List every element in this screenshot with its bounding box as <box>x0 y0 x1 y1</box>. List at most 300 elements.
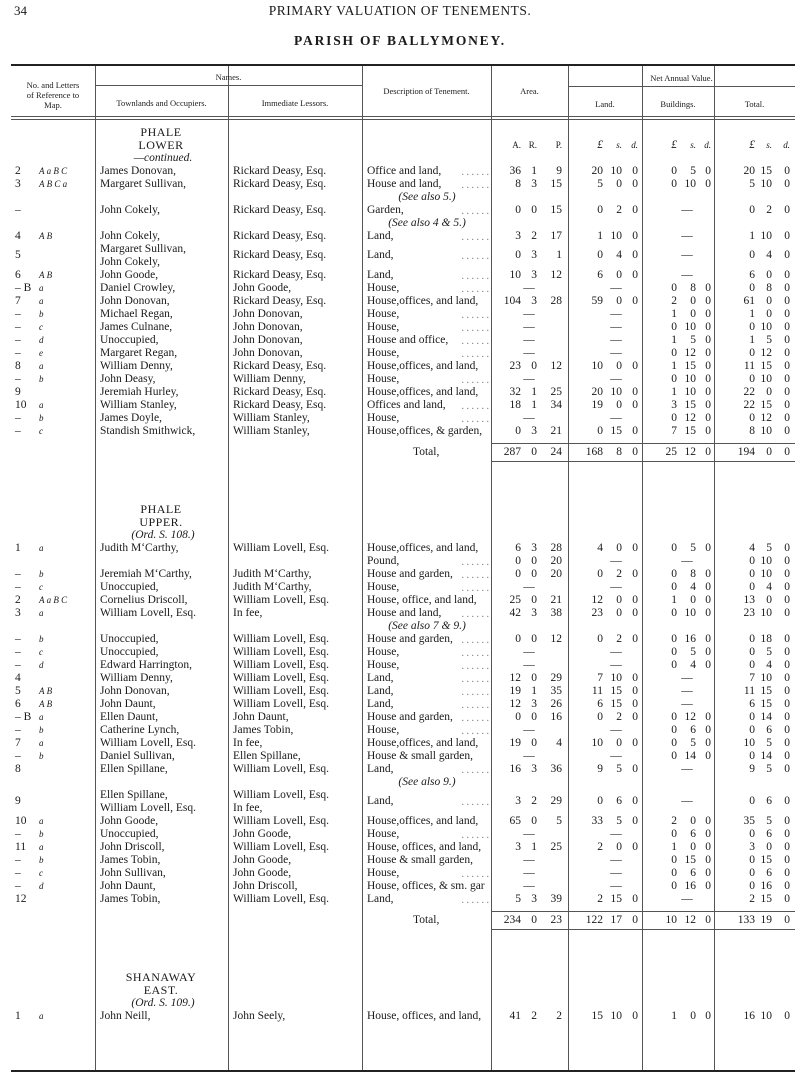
value-td: 0 <box>784 763 790 775</box>
ref-number: – <box>15 659 21 671</box>
ref-number: – <box>15 321 21 333</box>
value-ls: 0 <box>616 399 622 411</box>
ref-number: 4 <box>15 672 21 684</box>
value-td: 0 <box>784 282 790 294</box>
ref-number: 8 <box>15 360 21 372</box>
total-ld: 0 <box>632 446 638 458</box>
tenement-description: Land, <box>367 672 394 684</box>
value-A: 104 <box>503 295 521 307</box>
value-td: 0 <box>784 230 790 242</box>
lessor: Rickard Deasy, Esq. <box>233 386 327 398</box>
unit-pounds: £ <box>671 139 677 151</box>
leader-dots: . . . . . . <box>461 251 489 262</box>
dash: — <box>681 698 693 710</box>
value-ls: 2 <box>616 633 622 645</box>
value-ts: 10 <box>760 555 772 567</box>
lessor: William Lovell, Esq. <box>233 789 329 801</box>
value-tL: 0 <box>749 724 755 736</box>
value-bd: 0 <box>705 867 711 879</box>
see-also-note: (See also 5.) <box>398 191 456 203</box>
value-bd: 0 <box>705 1010 711 1022</box>
dash: — <box>523 412 535 424</box>
value-ls: 10 <box>610 672 622 684</box>
leader-dots: . . . . . . <box>461 674 489 685</box>
occupier: Judith M‘Carthy, <box>100 542 179 554</box>
dash: — <box>610 880 622 892</box>
lessor: Rickard Deasy, Esq. <box>233 230 327 242</box>
ref-number: – <box>15 568 21 580</box>
ref-number: – <box>15 880 21 892</box>
value-tL: 0 <box>749 555 755 567</box>
dash: — <box>523 321 535 333</box>
ref-letters: a <box>39 608 44 618</box>
value-td: 0 <box>784 581 790 593</box>
occupier: William Lovell, Esq. <box>100 802 196 814</box>
lessor: Ellen Spillane, <box>233 750 301 762</box>
ref-number: – <box>15 334 21 346</box>
value-ts: 0 <box>766 295 772 307</box>
ref-number: – <box>15 750 21 762</box>
value-bs: 0 <box>690 594 696 606</box>
value-tL: 20 <box>743 165 755 177</box>
value-bs: 5 <box>690 334 696 346</box>
value-bs: 6 <box>690 867 696 879</box>
lessor: William Lovell, Esq. <box>233 542 329 554</box>
lessor: Judith M‘Carthy, <box>233 568 312 580</box>
total-bd: 0 <box>705 914 711 926</box>
tenement-description: Land, <box>367 795 394 807</box>
value-bL: 2 <box>671 295 677 307</box>
value-tL: 8 <box>749 425 755 437</box>
lessor: Rickard Deasy, Esq. <box>233 178 327 190</box>
value-ts: 0 <box>766 594 772 606</box>
value-tL: 0 <box>749 795 755 807</box>
ref-letters: b <box>39 751 44 761</box>
lessor: William Lovell, Esq. <box>233 672 329 684</box>
ref-number: 6 <box>15 269 21 281</box>
value-R: 0 <box>531 815 537 827</box>
leader-dots: . . . . . . <box>461 570 489 581</box>
value-bL: 1 <box>671 334 677 346</box>
total-P: 23 <box>550 914 562 926</box>
value-lL: 20 <box>591 386 603 398</box>
value-td: 0 <box>784 568 790 580</box>
occupier: Catherine Lynch, <box>100 724 180 736</box>
value-bd: 0 <box>705 711 711 723</box>
tenement-description: Land, <box>367 685 394 697</box>
value-tL: 7 <box>749 672 755 684</box>
ref-letters: a <box>39 543 44 553</box>
townland-heading: EAST. <box>143 983 179 997</box>
value-ls: 10 <box>610 165 622 177</box>
value-lL: 0 <box>597 249 603 261</box>
value-td: 0 <box>784 249 790 261</box>
value-A: 6 <box>515 542 521 554</box>
leader-dots: . . . . . . <box>461 609 489 620</box>
ref-number: – <box>15 308 21 320</box>
value-lL: 4 <box>597 542 603 554</box>
value-ts: 10 <box>760 373 772 385</box>
ref-number: – <box>15 828 21 840</box>
value-td: 0 <box>784 204 790 216</box>
value-A: 36 <box>509 165 521 177</box>
ref-number: 7 <box>15 295 21 307</box>
dash: — <box>610 412 622 424</box>
unit-pounds: £ <box>749 139 755 151</box>
value-bs: 16 <box>684 880 696 892</box>
value-bd: 0 <box>705 633 711 645</box>
value-ld: 0 <box>632 893 638 905</box>
value-bd: 0 <box>705 659 711 671</box>
value-ts: 10 <box>760 672 772 684</box>
value-bd: 0 <box>705 581 711 593</box>
lessor: In fee, <box>233 607 263 619</box>
total-ts: 19 <box>760 914 772 926</box>
townlands-header: Townlands and Occupiers. <box>116 98 207 108</box>
value-P: 9 <box>556 165 562 177</box>
value-td: 0 <box>784 178 790 190</box>
value-lL: 7 <box>597 672 603 684</box>
value-bL: 0 <box>671 321 677 333</box>
ref-letters: a <box>39 1011 44 1021</box>
dash: — <box>523 308 535 320</box>
value-bd: 0 <box>705 646 711 658</box>
value-lL: 11 <box>591 685 603 697</box>
value-tL: 0 <box>749 282 755 294</box>
value-bd: 0 <box>705 542 711 554</box>
unit-shillings: s. <box>616 140 622 150</box>
value-td: 0 <box>784 594 790 606</box>
total-R: 0 <box>531 914 537 926</box>
unit-pence: d. <box>783 140 790 150</box>
value-R: 3 <box>531 542 537 554</box>
value-lL: 0 <box>597 425 603 437</box>
ref-number: 3 <box>15 607 21 619</box>
value-R: 1 <box>531 165 537 177</box>
tenement-description: House,offices, and land, <box>367 386 479 398</box>
occupier: Standish Smithwick, <box>100 425 196 437</box>
dash: — <box>523 282 535 294</box>
land-header: Land. <box>595 99 615 109</box>
value-bL: 0 <box>671 633 677 645</box>
value-P: 4 <box>556 737 562 749</box>
value-P: 35 <box>550 685 562 697</box>
occupier: Unoccupied, <box>100 828 159 840</box>
value-lL: 6 <box>597 269 603 281</box>
lessor: William Lovell, Esq. <box>233 893 329 905</box>
value-ts: 12 <box>760 412 772 424</box>
lessor: John Daunt, <box>233 711 289 723</box>
total-label: Total, <box>413 914 440 926</box>
net-value-header: Net Annual Value. <box>650 73 713 83</box>
value-ls: 0 <box>616 841 622 853</box>
value-P: 12 <box>550 269 562 281</box>
dash: — <box>610 724 622 736</box>
leader-dots: . . . . . . <box>461 700 489 711</box>
tenement-description: House, offices, & sm. gar <box>367 880 485 892</box>
value-bs: 12 <box>684 711 696 723</box>
occupier: Jeremiah Hurley, <box>100 386 179 398</box>
value-lL: 0 <box>597 204 603 216</box>
total-lL: 168 <box>585 446 603 458</box>
value-bs: 15 <box>684 854 696 866</box>
value-tL: 11 <box>743 360 755 372</box>
ref-number: 5 <box>15 685 21 697</box>
value-ts: 10 <box>760 425 772 437</box>
tenement-description: House, <box>367 659 400 671</box>
value-td: 0 <box>784 841 790 853</box>
value-ld: 0 <box>632 685 638 697</box>
value-bs: 6 <box>690 724 696 736</box>
total-rule <box>491 461 795 462</box>
value-ld: 0 <box>632 269 638 281</box>
total-ld: 0 <box>632 914 638 926</box>
value-R: 0 <box>531 633 537 645</box>
value-bs: 4 <box>690 581 696 593</box>
leader-dots: . . . . . . <box>461 765 489 776</box>
leader-dots: . . . . . . <box>461 206 489 217</box>
occupier: James Tobin, <box>100 854 161 866</box>
occupier: John Daunt, <box>100 698 156 710</box>
value-P: 15 <box>550 204 562 216</box>
value-P: 26 <box>550 698 562 710</box>
occupier: Unoccupied, <box>100 646 159 658</box>
ref-letters: b <box>39 725 44 735</box>
dash: — <box>610 750 622 762</box>
total-A: 287 <box>503 446 521 458</box>
value-lL: 20 <box>591 165 603 177</box>
value-tL: 0 <box>749 659 755 671</box>
value-ts: 5 <box>766 815 772 827</box>
dash: — <box>610 581 622 593</box>
description-header: Description of Tenement. <box>383 86 470 96</box>
occupier: James Doyle, <box>100 412 162 424</box>
ref-number: – <box>15 204 21 216</box>
ref-letters: a <box>39 842 44 852</box>
ref-number: 4 <box>15 230 21 242</box>
value-tL: 11 <box>743 685 755 697</box>
value-R: 0 <box>531 360 537 372</box>
value-ts: 15 <box>760 685 772 697</box>
value-bL: 0 <box>671 750 677 762</box>
value-bd: 0 <box>705 282 711 294</box>
value-bd: 0 <box>705 828 711 840</box>
value-ld: 0 <box>632 795 638 807</box>
value-lL: 33 <box>591 815 603 827</box>
unit-pence: d. <box>631 140 638 150</box>
value-td: 0 <box>784 724 790 736</box>
value-ls: 0 <box>616 737 622 749</box>
value-bs: 8 <box>690 568 696 580</box>
value-td: 0 <box>784 815 790 827</box>
tenement-description: Land, <box>367 249 394 261</box>
value-bL: 2 <box>671 815 677 827</box>
value-bL: 0 <box>671 724 677 736</box>
ref-letters: a <box>39 400 44 410</box>
lessor: Rickard Deasy, Esq. <box>233 204 327 216</box>
tenement-description: Office and land, <box>367 165 442 177</box>
value-ld: 0 <box>632 711 638 723</box>
dash: — <box>681 555 693 567</box>
ref-number: 5 <box>15 249 21 261</box>
ref-number: – <box>15 854 21 866</box>
value-ls: 0 <box>616 269 622 281</box>
value-ls: 6 <box>616 795 622 807</box>
value-A: 16 <box>509 763 521 775</box>
leader-dots: . . . . . . <box>461 271 489 282</box>
value-P: 16 <box>550 711 562 723</box>
tenement-description: Land, <box>367 269 394 281</box>
occupier: John Deasy, <box>100 373 156 385</box>
lessor: John Seely, <box>233 1010 286 1022</box>
lessor: William Lovell, Esq. <box>233 646 329 658</box>
total-bd: 0 <box>705 446 711 458</box>
value-ls: 0 <box>616 360 622 372</box>
value-tL: 6 <box>749 698 755 710</box>
lessor: William Lovell, Esq. <box>233 698 329 710</box>
total-td: 0 <box>784 914 790 926</box>
occupier: William Stanley, <box>100 399 177 411</box>
tenement-description: House,offices, & garden, <box>367 425 483 437</box>
value-td: 0 <box>784 750 790 762</box>
value-ld: 0 <box>632 425 638 437</box>
value-bd: 0 <box>705 750 711 762</box>
value-ts: 6 <box>766 795 772 807</box>
value-R: 2 <box>531 795 537 807</box>
value-R: 0 <box>531 672 537 684</box>
dash: — <box>523 880 535 892</box>
value-bd: 0 <box>705 880 711 892</box>
lessor: Rickard Deasy, Esq. <box>233 295 327 307</box>
value-R: 3 <box>531 893 537 905</box>
value-td: 0 <box>784 737 790 749</box>
tenement-description: Garden, <box>367 204 404 216</box>
total-A: 234 <box>503 914 521 926</box>
value-P: 2 <box>556 1010 562 1022</box>
lessor: William Lovell, Esq. <box>233 633 329 645</box>
value-td: 0 <box>784 607 790 619</box>
dash: — <box>681 672 693 684</box>
value-bL: 0 <box>671 412 677 424</box>
value-td: 0 <box>784 542 790 554</box>
value-tL: 22 <box>743 399 755 411</box>
leader-dots: . . . . . . <box>461 180 489 191</box>
value-td: 0 <box>784 893 790 905</box>
value-ts: 14 <box>760 750 772 762</box>
ref-letters: b <box>39 309 44 319</box>
value-ts: 10 <box>760 178 772 190</box>
value-td: 0 <box>784 867 790 879</box>
leader-dots: . . . . . . <box>461 310 489 321</box>
value-ts: 15 <box>760 165 772 177</box>
value-tL: 22 <box>743 386 755 398</box>
leader-dots: . . . . . . <box>461 583 489 594</box>
ref-letters: a <box>39 816 44 826</box>
occupier: John Cokely, <box>100 230 160 242</box>
value-ts: 5 <box>766 763 772 775</box>
total-header: Total. <box>744 99 765 109</box>
tenement-description: House, offices, and land, <box>367 841 482 853</box>
ref-letters: b <box>39 634 44 644</box>
tenement-description: House and garden, <box>367 568 453 580</box>
value-tL: 0 <box>749 711 755 723</box>
value-ts: 0 <box>766 308 772 320</box>
value-bs: 10 <box>684 607 696 619</box>
value-R: 0 <box>531 711 537 723</box>
value-P: 28 <box>550 542 562 554</box>
value-P: 21 <box>550 425 562 437</box>
occupier: John Daunt, <box>100 880 156 892</box>
occupier: Unoccupied, <box>100 581 159 593</box>
unit-roods: R. <box>528 140 537 150</box>
value-bL: 0 <box>671 542 677 554</box>
lessor: Judith M‘Carthy, <box>233 581 312 593</box>
tenement-description: Land, <box>367 763 394 775</box>
value-tL: 1 <box>749 334 755 346</box>
value-ts: 8 <box>766 282 772 294</box>
leader-dots: . . . . . . <box>461 830 489 841</box>
value-td: 0 <box>784 347 790 359</box>
tenement-description: Pound, <box>367 555 400 567</box>
value-bs: 15 <box>684 399 696 411</box>
value-ld: 0 <box>632 165 638 177</box>
value-ts: 10 <box>760 607 772 619</box>
value-ls: 15 <box>610 893 622 905</box>
total-ls: 8 <box>616 446 622 458</box>
value-bd: 0 <box>705 425 711 437</box>
leader-dots: . . . . . . <box>461 336 489 347</box>
occupier: John Sullivan, <box>100 867 166 879</box>
dash: — <box>681 269 693 281</box>
leader-dots: . . . . . . <box>461 661 489 672</box>
value-tL: 5 <box>749 178 755 190</box>
value-ts: 15 <box>760 360 772 372</box>
value-R: 0 <box>531 204 537 216</box>
value-R: 1 <box>531 399 537 411</box>
value-bL: 1 <box>671 1010 677 1022</box>
lessor: In fee, <box>233 802 263 814</box>
value-R: 0 <box>531 555 537 567</box>
value-P: 25 <box>550 386 562 398</box>
value-tL: 10 <box>743 737 755 749</box>
lessor: John Goode, <box>233 828 292 840</box>
occupier: William Denny, <box>100 360 173 372</box>
value-bL: 0 <box>671 568 677 580</box>
value-P: 5 <box>556 815 562 827</box>
value-ls: 10 <box>610 386 622 398</box>
leader-dots: . . . . . . <box>461 726 489 737</box>
occupier: Margaret Sullivan, <box>100 243 187 255</box>
value-bd: 0 <box>705 399 711 411</box>
value-tL: 13 <box>743 594 755 606</box>
value-P: 28 <box>550 295 562 307</box>
unit-acres: A. <box>512 140 521 150</box>
ref-letters: b <box>39 413 44 423</box>
value-ts: 18 <box>760 633 772 645</box>
value-P: 20 <box>550 568 562 580</box>
value-td: 0 <box>784 795 790 807</box>
value-td: 0 <box>784 334 790 346</box>
value-bd: 0 <box>705 308 711 320</box>
value-ld: 0 <box>632 568 638 580</box>
value-tL: 0 <box>749 347 755 359</box>
value-R: 1 <box>531 841 537 853</box>
value-ld: 0 <box>632 607 638 619</box>
value-bd: 0 <box>705 334 711 346</box>
total-bL: 10 <box>665 914 677 926</box>
dash: — <box>610 321 622 333</box>
value-A: 0 <box>515 249 521 261</box>
